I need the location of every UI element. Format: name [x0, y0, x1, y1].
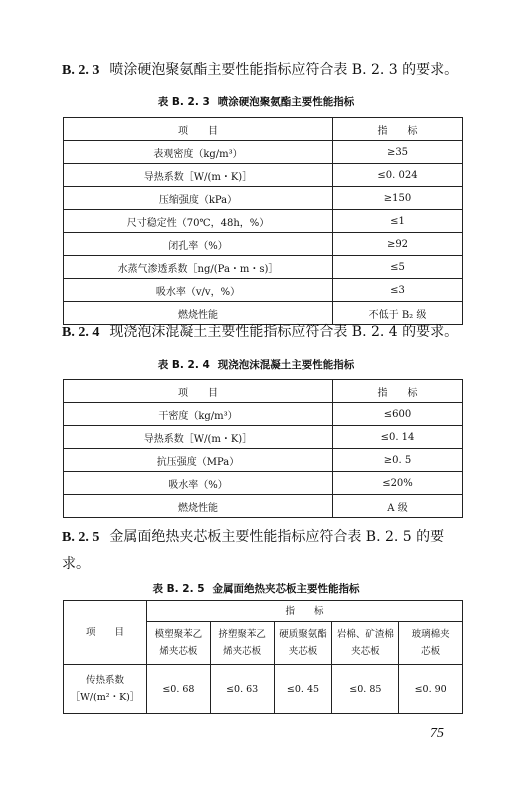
- table-b-2-4: [63, 379, 463, 518]
- column-header: 玻璃棉夹芯板: [399, 622, 463, 665]
- row-value: ≤3: [333, 279, 463, 302]
- row-item: 干密度（kg/m³）: [64, 403, 333, 426]
- row-value: ≥35: [333, 141, 463, 164]
- row-value: ≤0. 63: [210, 665, 274, 714]
- table-row: [64, 449, 463, 472]
- table-caption-b-2-3: [0, 94, 512, 109]
- table-row: [64, 164, 463, 187]
- row-value: 不低于 B₂ 级: [333, 302, 463, 325]
- table-caption-b-2-5: [0, 581, 512, 596]
- row-item: 导热系数［W/(m・K)］: [64, 164, 333, 187]
- section-number: B. 2. 3: [62, 63, 100, 78]
- header-item: 项 目: [64, 601, 147, 665]
- table-row: [64, 256, 463, 279]
- caption-title: 现浇泡沫混凝土主要性能指标: [217, 359, 355, 371]
- table-header-row: [64, 118, 463, 141]
- section-text: 金属面绝热夹芯板主要性能指标应符合表 B. 2. 5 的要求。: [62, 529, 445, 572]
- row-item: 压缩强度（kPa）: [64, 187, 333, 210]
- paragraph-b-2-3: [62, 58, 462, 83]
- row-value: ≤0. 68: [147, 665, 211, 714]
- row-item: 尺寸稳定性（70℃，48h，%）: [64, 210, 333, 233]
- table-row: [64, 426, 463, 449]
- section-text: 现浇泡沫混凝土主要性能指标应符合表 B. 2. 4 的要求。: [109, 324, 459, 340]
- caption-title: 喷涂硬泡聚氨酯主要性能指标: [217, 96, 355, 108]
- header-item: 项 目: [64, 380, 333, 403]
- header-item: 项 目: [64, 118, 333, 141]
- table-row: [64, 233, 463, 256]
- table-row: [64, 403, 463, 426]
- column-header: 岩棉、矿渣棉夹芯板: [332, 622, 399, 665]
- table-header-row: [64, 380, 463, 403]
- table-row: [64, 495, 463, 518]
- row-value: ≤600: [333, 403, 463, 426]
- caption-number: 表 B. 2. 3: [157, 96, 210, 108]
- row-item: 水蒸气渗透系数［ng/(Pa・m・s)］: [64, 256, 333, 279]
- column-header: 挤塑聚苯乙烯夹芯板: [210, 622, 274, 665]
- row-item: 导热系数［W/(m・K)］: [64, 426, 333, 449]
- column-header: 硬质聚氨酯夹芯板: [274, 622, 332, 665]
- table-b-2-3: [63, 117, 463, 325]
- row-value: ≤0. 024: [333, 164, 463, 187]
- row-item: 燃烧性能: [64, 302, 333, 325]
- table-caption-b-2-4: [0, 357, 512, 372]
- caption-number: 表 B. 2. 5: [152, 583, 205, 595]
- row-item: 闭孔率（%）: [64, 233, 333, 256]
- section-number: B. 2. 5: [62, 530, 100, 545]
- row-item: 吸水率（%）: [64, 472, 333, 495]
- table-b-2-5: [63, 600, 463, 714]
- row-value: ≥150: [333, 187, 463, 210]
- row-value: ≤20%: [333, 472, 463, 495]
- column-header: 模塑聚苯乙烯夹芯板: [147, 622, 211, 665]
- row-value: ≥92: [333, 233, 463, 256]
- row-item: 抗压强度（MPa）: [64, 449, 333, 472]
- section-text: 喷涂硬泡聚氨酯主要性能指标应符合表 B. 2. 3 的要求。: [109, 62, 459, 78]
- row-value: ≤1: [333, 210, 463, 233]
- row-item: 传热系数［W/(m²・K)］: [64, 665, 147, 714]
- header-group: 指 标: [147, 601, 463, 622]
- paragraph-b-2-4: [62, 320, 462, 345]
- section-number: B. 2. 4: [62, 325, 100, 340]
- table-row: [64, 187, 463, 210]
- row-value: ≤0. 14: [333, 426, 463, 449]
- table-row: [64, 210, 463, 233]
- row-value: ≥0. 5: [333, 449, 463, 472]
- row-item: 燃烧性能: [64, 495, 333, 518]
- table-row: [64, 279, 463, 302]
- paragraph-b-2-5: [62, 524, 462, 577]
- header-value: 指 标: [333, 380, 463, 403]
- table-row: [64, 665, 463, 714]
- row-value: ≤0. 85: [332, 665, 399, 714]
- row-value: ≤5: [333, 256, 463, 279]
- table-row: [64, 472, 463, 495]
- caption-title: 金属面绝热夹芯板主要性能指标: [212, 583, 360, 595]
- row-value: ≤0. 45: [274, 665, 332, 714]
- row-value: A 级: [333, 495, 463, 518]
- header-value: 指 标: [333, 118, 463, 141]
- table-header-row: [64, 601, 463, 622]
- caption-number: 表 B. 2. 4: [157, 359, 210, 371]
- table-row: [64, 141, 463, 164]
- row-value: ≤0. 90: [399, 665, 463, 714]
- row-item: 表观密度（kg/m³）: [64, 141, 333, 164]
- page-number: 75: [430, 726, 444, 741]
- row-item: 吸水率（v/v，%）: [64, 279, 333, 302]
